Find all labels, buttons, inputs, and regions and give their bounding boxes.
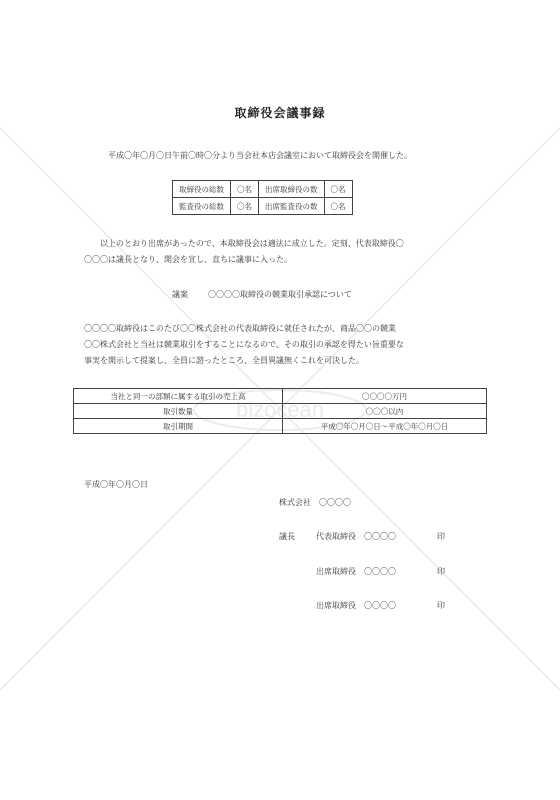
intro-text: 平成〇年〇月〇日午前〇時〇分より当会社本店会議室において取締役会を開催した。 [108, 151, 412, 160]
paragraph-line: 事実を開示して提案し、全員に諮ったところ、全員異議無くこれを可決した。 [84, 356, 364, 365]
paragraph-quorum [84, 236, 404, 268]
transaction-label: 当社と同一の部類に属する取引の売上高 [74, 389, 283, 404]
paragraph-line: 以上のとおり出席があったので、本取締役会は適法に成立した。定刻、代表取締役〇 [100, 239, 404, 248]
agenda-label: 議案 [172, 290, 188, 299]
paragraph-line: 〇〇株式会社と当社は競業取引をすることになるので、その取引の承認を得たい旨重要な [84, 340, 404, 349]
paragraph-line: 〇〇〇は議長となり、開会を宣し、直ちに議事に入った。 [84, 255, 292, 264]
agenda-text: 〇〇〇〇取締役の競業取引承認について [208, 290, 352, 299]
seal-mark: 印 [437, 567, 445, 576]
chair-signature: 代表取締役 〇〇〇〇 [316, 532, 396, 541]
auditors-total-value: 〇名 [231, 198, 259, 215]
auditors-total-label: 監査役の総数 [173, 198, 231, 215]
transaction-label: 取引数量 [74, 404, 283, 419]
paragraph-line: 〇〇〇〇取締役はこのたび〇〇株式会社の代表取締役に就任されたが、商品〇〇の競業 [84, 324, 396, 333]
document-title: 取締役会議事録 [234, 106, 326, 120]
table-row [74, 389, 487, 404]
watermark-text: bizocean [235, 397, 325, 422]
auditors-present-label: 出席監査役の数 [259, 198, 325, 215]
seal-mark: 印 [437, 532, 445, 541]
directors-total-value: 〇名 [231, 181, 259, 198]
table-row [74, 404, 487, 419]
table-row [173, 181, 353, 198]
paragraph-resolution [84, 321, 404, 369]
transaction-label: 取引期間 [74, 419, 283, 434]
transaction-value: 平成〇年〇月〇日～平成〇年〇月〇日 [283, 419, 487, 434]
auditors-present-value: 〇名 [324, 198, 352, 215]
chair-label: 議長 [279, 532, 295, 541]
transaction-table [73, 388, 487, 434]
table-row [74, 419, 487, 434]
directors-present-value: 〇名 [324, 181, 352, 198]
director-signature: 出席取締役 〇〇〇〇 [316, 601, 396, 610]
attendance-table [172, 180, 353, 215]
seal-mark: 印 [437, 601, 445, 610]
table-row [173, 198, 353, 215]
directors-total-label: 取締役の総数 [173, 181, 231, 198]
agenda [172, 289, 352, 300]
document-date: 平成〇年〇月〇日 [84, 480, 148, 489]
transaction-value: 〇〇〇以内 [283, 404, 487, 419]
directors-present-label: 出席取締役の数 [259, 181, 325, 198]
company-name: 株式会社 〇〇〇〇 [279, 498, 351, 507]
transaction-value: 〇〇〇〇万円 [283, 389, 487, 404]
director-signature: 出席取締役 〇〇〇〇 [316, 567, 396, 576]
